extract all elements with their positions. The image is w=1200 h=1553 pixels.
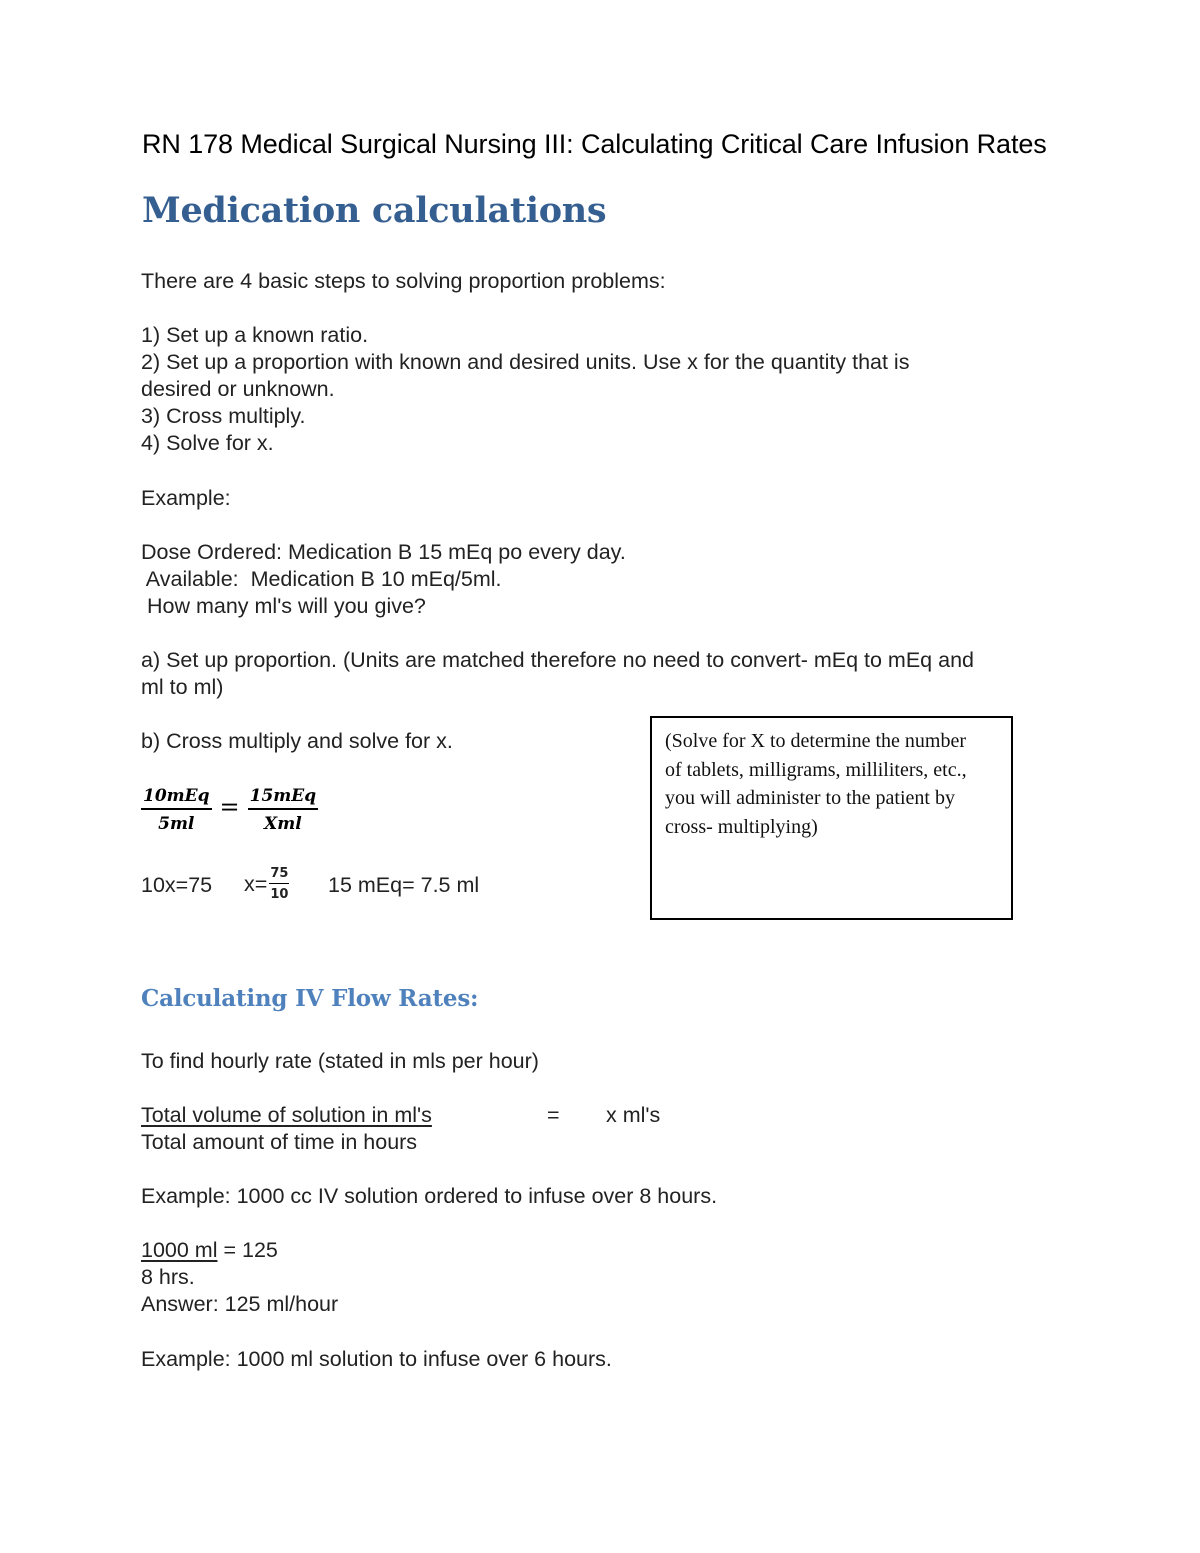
iv-example-1: Example: 1000 cc IV solution ordered to infuse over 8 hours. xyxy=(141,1184,718,1208)
fraction-left-denominator: 5ml xyxy=(158,814,195,834)
example-label: Example: xyxy=(141,486,231,510)
proportion-equation xyxy=(141,786,318,834)
question: How many ml's will you give? xyxy=(141,594,426,618)
step-2: 2) Set up a proportion with known and desired units. Use x for the quantity that is xyxy=(141,350,910,374)
step-4: 4) Solve for x. xyxy=(141,431,274,455)
intro-text: There are 4 basic steps to solving proportion problems: xyxy=(141,269,666,293)
section-heading-iv-rates: Calculating IV Flow Rates: xyxy=(141,985,479,1012)
fraction-right-numerator: 15mEq xyxy=(248,786,319,810)
section-heading-medication: Medication calculations xyxy=(142,190,607,231)
x-solution xyxy=(244,866,291,902)
example-1-answer: Answer: 125 ml/hour xyxy=(141,1292,339,1316)
iv-intro: To find hourly rate (stated in mls per hour) xyxy=(141,1049,539,1073)
note-box xyxy=(650,716,1013,920)
step-a-line2: ml to ml) xyxy=(141,675,224,699)
step-1: 1) Set up a known ratio. xyxy=(141,323,369,347)
result-equation: 10x=75 xyxy=(141,873,213,897)
note-line-1: (Solve for X to determine the number xyxy=(665,730,967,752)
note-line-2: of tablets, milligrams, milliliters, etc., xyxy=(665,758,967,781)
step-3: 3) Cross multiply. xyxy=(141,404,306,428)
formula-equals: = xyxy=(547,1103,560,1127)
formula-numerator: Total volume of solution in ml's xyxy=(141,1103,432,1127)
iv-example-2: Example: 1000 ml solution to infuse over 6 hours. xyxy=(141,1347,612,1371)
equals-sign: = xyxy=(219,793,240,821)
x-numerator: 75 xyxy=(269,866,289,884)
result-final: 15 mEq= 7.5 ml xyxy=(328,873,480,897)
step-2-continued: desired or unknown. xyxy=(141,377,335,401)
example-1-calculation xyxy=(141,1238,278,1263)
formula-denominator: Total amount of time in hours xyxy=(141,1130,418,1154)
example-1-numerator: 1000 ml xyxy=(141,1238,218,1262)
x-fraction xyxy=(269,866,289,902)
x-prefix: x= xyxy=(244,871,268,896)
step-a-line1: a) Set up proportion. (Units are matched therefore no need to convert- mEq to mEq and xyxy=(141,648,974,672)
example-1-denominator: 8 hrs. xyxy=(141,1265,195,1289)
fraction-left xyxy=(141,786,212,834)
formula-result: x ml's xyxy=(606,1103,661,1127)
x-denominator: 10 xyxy=(270,887,289,902)
dose-ordered: Dose Ordered: Medication B 15 mEq po every day. xyxy=(141,540,626,564)
fraction-left-numerator: 10mEq xyxy=(141,786,212,810)
step-b: b) Cross multiply and solve for x. xyxy=(141,729,453,753)
note-line-4: cross- multiplying) xyxy=(665,815,818,838)
available-dose: Available: Medication B 10 mEq/5ml. xyxy=(141,567,502,591)
document-title: RN 178 Medical Surgical Nursing III: Calculating Critical Care Infusion Rates xyxy=(142,129,1047,159)
example-1-result: = 125 xyxy=(217,1238,278,1262)
fraction-right xyxy=(248,786,319,834)
note-line-3: you will administer to the patient by xyxy=(665,787,955,809)
fraction-right-denominator: Xml xyxy=(264,814,302,834)
